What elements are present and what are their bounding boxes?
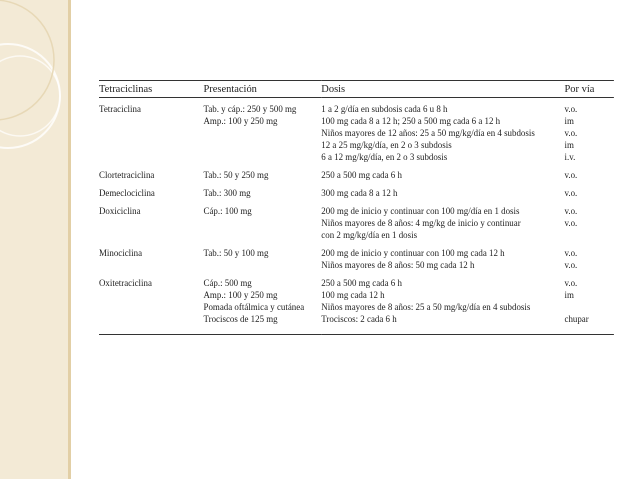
route-cell-line: chupar (564, 315, 589, 325)
dose-cell-line: 250 a 500 mg cada 6 h (321, 171, 402, 181)
route-cell (565, 164, 614, 182)
table-row (99, 182, 614, 200)
route-cell (565, 98, 614, 165)
drug-name-cell-text: Doxiciclina (99, 207, 141, 217)
header-dose: Dosis (321, 81, 564, 98)
presentation-cell-line: Trociscos de 125 mg (203, 315, 278, 325)
route-cell-line: i.v. (564, 153, 576, 163)
presentation-cell (204, 242, 322, 272)
route-cell-line (565, 302, 614, 314)
dose-cell-line: 300 mg cada 8 a 12 h (321, 189, 398, 199)
table-row (99, 242, 614, 272)
dose-cell (321, 242, 564, 272)
presentation-cell-line: Tab.: 50 y 100 mg (203, 249, 269, 259)
route-cell-line: v.o. (564, 207, 578, 217)
route-cell (565, 272, 614, 335)
table-row (99, 164, 614, 182)
route-cell (565, 182, 614, 200)
dose-cell-line: 6 a 12 mg/kg/día, en 2 o 3 subdosis (321, 153, 448, 163)
dose-cell-line: 250 a 500 mg cada 6 h (321, 279, 402, 289)
route-cell (565, 200, 614, 242)
presentation-cell-line: Tab. y cáp.: 250 y 500 mg (203, 105, 297, 115)
drug-name-cell-text: Tetraciclina (99, 105, 141, 115)
drug-name-cell (99, 182, 204, 200)
route-cell-line: v.o. (564, 219, 578, 229)
presentation-cell-line: Amp.: 100 y 250 mg (203, 117, 278, 127)
route-cell-line: v.o. (564, 171, 578, 181)
table-row (99, 272, 614, 335)
route-cell-line: im (564, 291, 574, 301)
dose-cell-line: 100 mg cada 12 h (321, 291, 385, 301)
drug-name-cell-text: Clortetraciclina (99, 171, 155, 181)
drug-name-cell (99, 200, 204, 242)
drug-table-container (99, 80, 614, 335)
presentation-cell-line: Pomada oftálmica y cutánea (203, 303, 305, 313)
dose-cell-line: 200 mg de inicio y continuar con 100 mg/día en 1 dosis (321, 207, 520, 217)
drug-name-cell-text: Demeclociclina (99, 189, 155, 199)
dose-cell-line: 12 a 25 mg/kg/día, en 2 o 3 subdosis (321, 141, 452, 151)
route-cell-line: v.o. (564, 105, 578, 115)
dose-cell-line: Niños mayores de 8 años: 50 mg cada 12 h (321, 261, 475, 271)
header-presentation: Presentación (204, 81, 322, 98)
route-cell-line: v.o. (564, 279, 578, 289)
dose-cell-line: 1 a 2 g/día en subdosis cada 6 u 8 h (321, 105, 448, 115)
presentation-cell (204, 98, 322, 165)
presentation-cell (204, 272, 322, 335)
drug-name-cell (99, 242, 204, 272)
table-row (99, 98, 614, 165)
dose-cell-line: con 2 mg/kg/día en 1 dosis (321, 231, 418, 241)
dose-cell-line: 200 mg de inicio y continuar con 100 mg cada 12 h (321, 249, 505, 259)
dose-cell (321, 200, 564, 242)
dose-cell-line: Niños mayores de 8 años: 25 a 50 mg/kg/día en 4 subdosis (321, 303, 531, 313)
route-cell-line: im (564, 141, 574, 151)
route-cell-line: v.o. (564, 261, 578, 271)
dose-cell-line: Niños mayores de 8 años: 4 mg/kg de inicio y continuar (321, 219, 521, 229)
dose-cell (321, 182, 564, 200)
tetracycline-table (99, 80, 614, 335)
header-route: Por vía (565, 81, 614, 98)
table-row (99, 200, 614, 242)
dose-cell-line: Trociscos: 2 cada 6 h (321, 315, 397, 325)
drug-name-cell-text: Oxitetraciclina (99, 279, 152, 289)
drug-name-cell-text: Minociclina (99, 249, 143, 259)
route-cell (565, 242, 614, 272)
decorative-circles-graphic (0, 0, 68, 479)
decorative-sidebar (0, 0, 71, 479)
presentation-cell-line: Tab.: 300 mg (203, 189, 251, 199)
dose-cell-line: Niños mayores de 12 años: 25 a 50 mg/kg/día en 4 subdosis (321, 129, 535, 139)
presentation-cell (204, 182, 322, 200)
presentation-cell-line: Cáp.: 100 mg (203, 207, 252, 217)
dose-cell (321, 272, 564, 335)
route-cell-line: v.o. (564, 189, 578, 199)
table-header-row (99, 81, 614, 98)
presentation-cell (204, 200, 322, 242)
header-drug: Tetraciclinas (99, 81, 204, 98)
drug-name-cell (99, 272, 204, 335)
presentation-cell-line: Amp.: 100 y 250 mg (203, 291, 278, 301)
presentation-cell-line: Tab.: 50 y 250 mg (203, 171, 269, 181)
route-cell-line: im (564, 117, 574, 127)
dose-cell (321, 98, 564, 165)
drug-name-cell (99, 98, 204, 165)
route-cell-line: v.o. (564, 129, 578, 139)
route-cell-line: v.o. (564, 249, 578, 259)
dose-cell-line: 100 mg cada 8 a 12 h; 250 a 500 mg cada 6 a 12 h (321, 117, 501, 127)
drug-name-cell (99, 164, 204, 182)
dose-cell (321, 164, 564, 182)
presentation-cell (204, 164, 322, 182)
presentation-cell-line: Cáp.: 500 mg (203, 279, 252, 289)
